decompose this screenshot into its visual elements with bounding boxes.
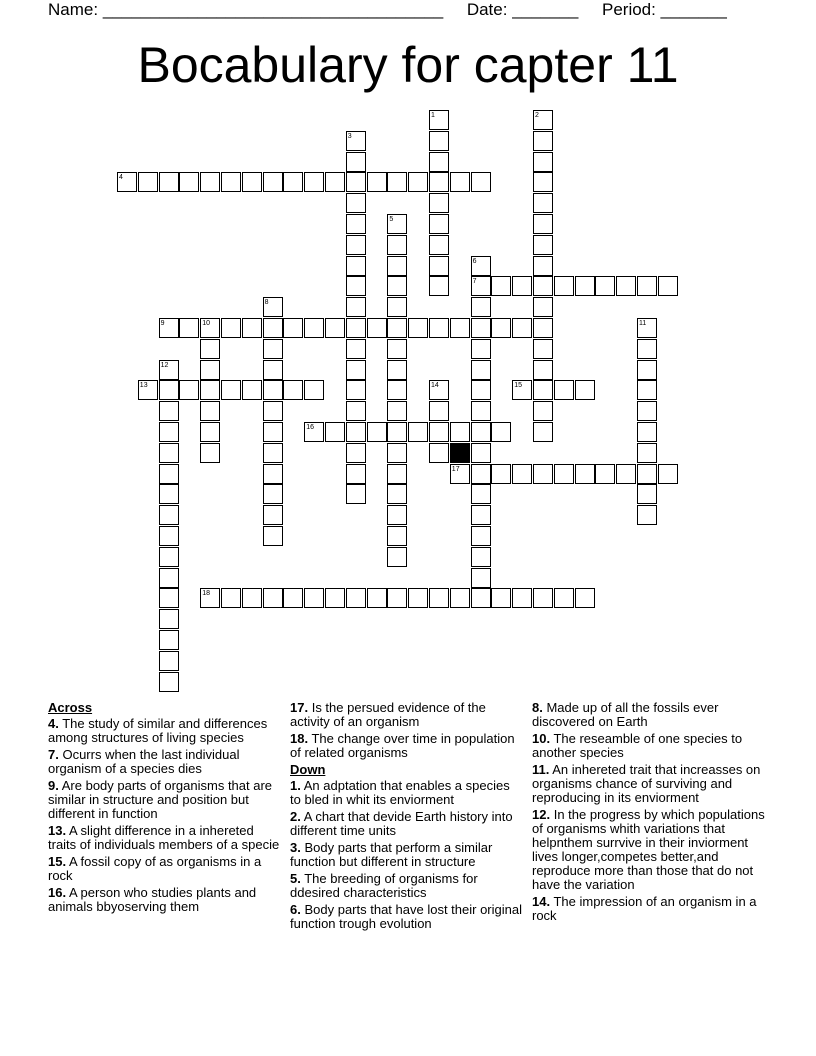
answer-cell[interactable] [533,422,553,442]
answer-cell[interactable] [471,172,491,192]
answer-cell[interactable] [304,318,324,338]
answer-cell[interactable] [554,380,574,400]
answer-cell[interactable] [512,464,532,484]
answer-cell[interactable] [179,318,199,338]
answer-cell[interactable] [408,422,428,442]
answer-cell[interactable] [471,568,491,588]
clue-across-15: 15. A fossil copy of as organisms in a rock [48,854,262,883]
answer-cell[interactable] [658,276,678,296]
answer-cell[interactable] [533,464,553,484]
period-blank[interactable]: _______ [660,0,727,19]
answer-cell[interactable] [387,256,407,276]
answer-cell[interactable] [263,318,283,338]
answer-cell[interactable] [387,297,407,317]
clue-number-9: 9 [160,320,165,327]
clue-number-17: 17 [451,465,460,473]
answer-cell[interactable] [450,588,470,608]
answer-cell[interactable] [387,360,407,380]
clue-down-8: 8. Made up of all the fossils ever discovered on Earth [532,700,719,729]
answer-cell[interactable] [346,214,366,234]
black-square [450,443,470,463]
answer-cell[interactable] [658,464,678,484]
clue-down-12: 12. In the progress by which populations of organisms whith variations that helpnthem surrvive in their inviorment lives longer,competes better,and reproduce more than those that do not have the variation [532,807,765,892]
answer-cell[interactable] [159,588,179,608]
answer-cell[interactable] [263,526,283,546]
answer-cell[interactable] [616,464,636,484]
answer-cell[interactable] [387,588,407,608]
answer-cell[interactable] [200,172,220,192]
answer-cell[interactable] [200,339,220,359]
answer-cell[interactable] [367,172,387,192]
answer-cell[interactable] [346,360,366,380]
answer-cell[interactable] [263,401,283,421]
answer-cell[interactable] [554,276,574,296]
answer-cell[interactable] [159,651,179,671]
answer-cell[interactable] [242,172,262,192]
answer-cell[interactable] [138,172,158,192]
clue-down-11: 11. An inhereted trait that increasses on organisms chance of surviving and reproducing in its enviorment [532,762,761,805]
answer-cell[interactable] [533,256,553,276]
answer-cell[interactable] [429,172,449,192]
answer-cell[interactable] [263,172,283,192]
answer-cell[interactable] [367,318,387,338]
answer-cell[interactable] [429,401,449,421]
answer-cell[interactable] [387,547,407,567]
answer-cell[interactable] [471,360,491,380]
answer-cell[interactable] [595,464,615,484]
answer-cell[interactable] [637,276,657,296]
clue-across-18: 18. The change over time in population of related organisms [290,731,515,760]
clue-number-4: 4 [119,174,123,182]
answer-cell[interactable] [554,588,574,608]
answer-cell[interactable] [429,422,449,442]
answer-cell[interactable] [575,588,595,608]
answer-cell[interactable] [263,380,283,400]
answer-cell[interactable] [471,505,491,525]
answer-cell[interactable] [159,464,179,484]
clue-number-10: 10 [202,320,210,327]
answer-cell[interactable] [159,630,179,650]
answer-cell[interactable] [637,380,657,400]
answer-cell[interactable] [512,318,532,338]
answer-cell[interactable] [179,172,199,192]
answer-cell[interactable] [263,464,283,484]
answer-cell[interactable] [450,422,470,442]
answer-cell[interactable] [387,318,407,338]
answer-cell[interactable] [450,318,470,338]
answer-cell[interactable] [491,318,511,338]
period-label: Period: [602,0,656,19]
answer-cell[interactable] [387,235,407,255]
answer-cell[interactable] [429,152,449,172]
answer-cell[interactable] [387,276,407,296]
answer-cell[interactable] [637,484,657,504]
answer-cell[interactable] [200,401,220,421]
clue-number-12: 12 [160,361,169,369]
answer-cell[interactable] [263,339,283,359]
answer-cell[interactable] [387,339,407,359]
answer-cell[interactable] [471,464,491,484]
answer-cell[interactable] [637,360,657,380]
date-label: Date: [466,0,508,19]
answer-cell[interactable] [325,422,345,442]
answer-cell[interactable] [346,464,366,484]
answer-cell[interactable] [346,256,366,276]
answer-cell[interactable] [533,152,553,172]
answer-cell[interactable] [595,276,615,296]
answer-cell[interactable] [346,297,366,317]
answer-cell[interactable] [159,422,179,442]
answer-cell[interactable] [346,443,366,463]
answer-cell[interactable] [325,172,345,192]
clue-across-13: 13. A slight difference in a inhereted traits of individuals members of a specie [48,823,280,852]
answer-cell[interactable] [491,276,511,296]
answer-cell[interactable] [346,401,366,421]
across-heading: Across [48,700,93,715]
answer-cell[interactable] [491,464,511,484]
page-title: Bocabulary for capter 11 [137,37,679,93]
answer-cell[interactable] [491,422,511,442]
answer-cell[interactable] [159,568,179,588]
clues-column-2 [290,701,524,934]
answer-cell[interactable] [429,131,449,151]
answer-cell[interactable] [263,484,283,504]
answer-cell[interactable] [533,360,553,380]
answer-cell[interactable] [429,214,449,234]
answer-cell[interactable] [283,588,303,608]
answer-cell[interactable] [471,422,491,442]
answer-cell[interactable] [429,443,449,463]
clue-across-4: 4. The study of similar and differences among structures of living species [48,716,268,745]
answer-cell[interactable] [533,193,553,213]
answer-cell[interactable] [471,318,491,338]
answer-cell[interactable] [221,318,241,338]
answer-cell[interactable] [637,505,657,525]
clue-down-3: 3. Body parts that perform a similar function but different in structure [290,840,493,869]
answer-cell[interactable] [346,380,366,400]
answer-cell[interactable] [221,380,241,400]
answer-cell[interactable] [471,443,491,463]
name-label: Name: [48,0,99,19]
answer-cell[interactable] [512,588,532,608]
answer-cell[interactable] [471,526,491,546]
clue-down-1: 1. An adptation that enables a species to bled in whit its enviorment [290,778,510,807]
answer-cell[interactable] [616,276,636,296]
clue-number-13: 13 [139,382,148,390]
clue-number-7: 7 [472,278,477,286]
answer-cell[interactable] [346,588,366,608]
answer-cell[interactable] [429,276,449,296]
answer-cell[interactable] [346,484,366,504]
answer-cell[interactable] [263,588,283,608]
clue-down-6: 6. Body parts that have lost their original function trough evolution [290,902,522,931]
answer-cell[interactable] [263,443,283,463]
answer-cell[interactable] [450,172,470,192]
answer-cell[interactable] [637,422,657,442]
answer-cell[interactable] [263,422,283,442]
clues-column-3 [532,701,768,926]
clue-number-11: 11 [639,320,647,327]
answer-cell[interactable] [387,526,407,546]
answer-cell[interactable] [491,588,511,608]
answer-cell[interactable] [471,339,491,359]
answer-cell[interactable] [159,672,179,692]
clue-number-8: 8 [264,299,269,307]
answer-cell[interactable] [346,152,366,172]
answer-cell[interactable] [637,401,657,421]
answer-cell[interactable] [471,588,491,608]
clues-column-1 [48,701,280,917]
answer-cell[interactable] [325,588,345,608]
clue-down-2: 2. A chart that devide Earth history into different time units [290,809,513,838]
answer-cell[interactable] [533,339,553,359]
answer-cell[interactable] [304,380,324,400]
answer-cell[interactable] [533,276,553,296]
answer-cell[interactable] [221,588,241,608]
answer-cell[interactable] [159,401,179,421]
answer-cell[interactable] [200,443,220,463]
clue-number-14: 14 [431,382,439,390]
answer-cell[interactable] [533,214,553,234]
answer-cell[interactable] [637,339,657,359]
clue-across-9: 9. Are body parts of organisms that are similar in structure and position but different in function [48,778,273,821]
clue-number-3: 3 [347,132,352,140]
answer-cell[interactable] [346,172,366,192]
answer-cell[interactable] [408,172,428,192]
clue-down-5: 5. The breeding of organisms for ddesired characteristics [290,871,478,900]
answer-cell[interactable] [471,401,491,421]
answer-cell[interactable] [387,484,407,504]
answer-cell[interactable] [159,505,179,525]
answer-cell[interactable] [533,318,553,338]
clue-down-10: 10. The reseamble of one species to another species [532,731,743,760]
answer-cell[interactable] [346,235,366,255]
answer-cell[interactable] [387,401,407,421]
answer-cell[interactable] [200,422,220,442]
answer-cell[interactable] [367,422,387,442]
answer-cell[interactable] [408,318,428,338]
clue-number-15: 15 [514,382,522,390]
answer-cell[interactable] [533,297,553,317]
clue-number-6: 6 [472,257,477,265]
answer-cell[interactable] [387,172,407,192]
answer-cell[interactable] [283,318,303,338]
answer-cell[interactable] [429,588,449,608]
answer-cell[interactable] [159,443,179,463]
clue-number-18: 18 [202,590,210,598]
clue-number-1: 1 [431,112,435,119]
answer-cell[interactable] [429,256,449,276]
answer-cell[interactable] [533,131,553,151]
clue-across-7: 7. Ocurrs when the last individual organism of a species dies [48,747,240,776]
answer-cell[interactable] [533,172,553,192]
answer-cell[interactable] [159,547,179,567]
answer-cell[interactable] [325,318,345,338]
answer-cell[interactable] [346,276,366,296]
answer-cell[interactable] [263,505,283,525]
answer-cell[interactable] [387,380,407,400]
clue-down-14: 14. The impression of an organism in a rock [532,894,757,923]
answer-cell[interactable] [471,484,491,504]
answer-cell[interactable] [159,380,179,400]
answer-cell[interactable] [575,276,595,296]
answer-cell[interactable] [304,588,324,608]
answer-cell[interactable] [200,380,220,400]
answer-cell[interactable] [554,464,574,484]
answer-cell[interactable] [533,235,553,255]
answer-cell[interactable] [200,360,220,380]
answer-cell[interactable] [387,464,407,484]
answer-cell[interactable] [408,588,428,608]
clue-number-16: 16 [306,424,314,431]
answer-cell[interactable] [346,422,366,442]
answer-cell[interactable] [346,193,366,213]
answer-cell[interactable] [575,464,595,484]
answer-cell[interactable] [429,235,449,255]
answer-cell[interactable] [471,297,491,317]
answer-cell[interactable] [242,318,262,338]
answer-cell[interactable] [387,505,407,525]
answer-cell[interactable] [221,172,241,192]
clue-number-2: 2 [535,112,539,119]
answer-cell[interactable] [637,464,657,484]
answer-cell[interactable] [283,172,303,192]
answer-cell[interactable] [242,588,262,608]
answer-cell[interactable] [242,380,262,400]
answer-cell[interactable] [471,547,491,567]
answer-cell[interactable] [471,380,491,400]
clue-across-16: 16. A person who studies plants and animals bbyoserving them [48,885,257,914]
answer-cell[interactable] [159,484,179,504]
answer-cell[interactable] [159,526,179,546]
answer-cell[interactable] [159,172,179,192]
answer-cell[interactable] [179,380,199,400]
name-blank[interactable]: ____________________________________ [102,0,444,19]
answer-cell[interactable] [533,401,553,421]
answer-cell[interactable] [263,360,283,380]
answer-cell[interactable] [283,380,303,400]
clue-across-17: 17. Is the persued evidence of the activity of an organism [290,700,486,729]
date-blank[interactable]: _______ [512,0,579,19]
clue-number-5: 5 [389,216,394,223]
answer-cell[interactable] [637,443,657,463]
answer-cell[interactable] [346,339,366,359]
answer-cell[interactable] [387,422,407,442]
answer-cell[interactable] [367,588,387,608]
answer-cell[interactable] [159,609,179,629]
answer-cell[interactable] [533,380,553,400]
answer-cell[interactable] [387,443,407,463]
answer-cell[interactable] [429,318,449,338]
answer-cell[interactable] [533,588,553,608]
answer-cell[interactable] [575,380,595,400]
answer-cell[interactable] [512,276,532,296]
down-heading: Down [290,762,326,777]
answer-cell[interactable] [304,172,324,192]
answer-cell[interactable] [429,193,449,213]
answer-cell[interactable] [346,318,366,338]
